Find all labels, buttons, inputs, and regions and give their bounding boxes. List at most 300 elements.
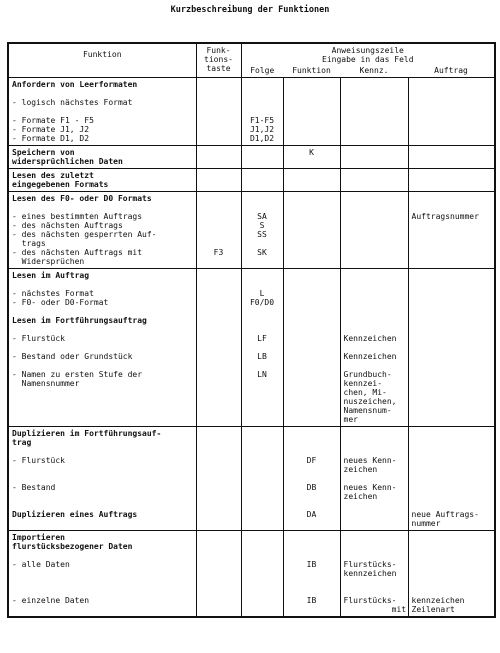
line: DF [306, 456, 317, 465]
line [412, 578, 492, 587]
line [200, 221, 238, 230]
line [287, 230, 337, 239]
line: - nächstes Format [12, 289, 94, 298]
line [200, 578, 238, 587]
line [245, 542, 280, 551]
cell-kennzeichen [340, 531, 408, 618]
line: DB [306, 483, 317, 492]
line [344, 239, 405, 248]
line [412, 230, 492, 239]
line [344, 230, 405, 239]
line [200, 438, 238, 447]
line [412, 280, 492, 289]
line [12, 447, 193, 456]
line [287, 406, 337, 415]
cell-funktion [8, 169, 196, 192]
line: Speichern von [12, 148, 75, 157]
line [287, 397, 337, 406]
line [12, 307, 193, 316]
line [287, 257, 337, 266]
line [245, 560, 280, 569]
line [412, 271, 492, 280]
line [245, 280, 280, 289]
line [344, 578, 405, 587]
cell-funktionstaste [196, 192, 241, 269]
line: - alle Daten [12, 560, 70, 569]
line: zeichen [343, 465, 378, 474]
line [245, 483, 280, 492]
line [344, 194, 405, 203]
line [344, 447, 405, 456]
line [12, 465, 193, 474]
line [287, 492, 337, 501]
line [344, 180, 405, 189]
line [12, 415, 193, 424]
line [200, 298, 238, 307]
line [245, 605, 280, 614]
line: SK [257, 248, 267, 257]
line [287, 180, 337, 189]
line [12, 107, 193, 116]
line [412, 298, 492, 307]
line [287, 578, 337, 587]
table-row [8, 269, 495, 427]
line [412, 89, 492, 98]
line: IB [306, 560, 317, 569]
line [245, 325, 280, 334]
table-row [8, 78, 495, 146]
line [245, 501, 280, 510]
line [200, 316, 238, 325]
line [287, 370, 337, 379]
line [287, 248, 337, 257]
line: zeichen [343, 492, 378, 501]
line [245, 257, 280, 266]
line: F0/D0 [249, 298, 275, 307]
line [287, 280, 337, 289]
line [200, 307, 238, 316]
line: Widersprüchen [12, 257, 85, 266]
line [245, 271, 280, 280]
line [245, 157, 280, 166]
line [200, 212, 238, 221]
line [344, 221, 405, 230]
line [287, 379, 337, 388]
line [412, 194, 492, 203]
line [344, 257, 405, 266]
line [200, 474, 238, 483]
line [12, 551, 193, 560]
line [287, 89, 337, 98]
line [287, 352, 337, 361]
line: - Flurstück [12, 456, 65, 465]
line [412, 221, 492, 230]
line [287, 212, 337, 221]
line [412, 447, 492, 456]
line [287, 134, 337, 143]
line [412, 148, 492, 157]
cell-funktion-code [283, 78, 340, 146]
line: Lesen des zuletzt [12, 171, 94, 180]
cell-auftrag [408, 531, 495, 618]
line [412, 533, 492, 542]
line [412, 107, 492, 116]
line [200, 171, 238, 180]
cell-funktionstaste [196, 427, 241, 531]
line: - eines bestimmten Auftrags [12, 212, 143, 221]
header-anweisungszeile: Anweisungszeile Eingabe in das Feld [241, 43, 495, 64]
line [287, 271, 337, 280]
line [412, 125, 492, 134]
line: DA [306, 510, 317, 519]
cell-kennzeichen [340, 269, 408, 427]
line [287, 194, 337, 203]
line [245, 587, 280, 596]
line [344, 80, 405, 89]
line [412, 474, 492, 483]
line: K [309, 148, 314, 157]
line: - Bestand [12, 483, 56, 492]
line: Namensnummer [12, 379, 80, 388]
table-row [8, 192, 495, 269]
line [200, 334, 238, 343]
line [245, 203, 280, 212]
line [12, 501, 193, 510]
line [287, 551, 337, 560]
line [287, 415, 337, 424]
line [412, 80, 492, 89]
line [412, 352, 492, 361]
line [344, 98, 405, 107]
line [412, 370, 492, 379]
line [344, 280, 405, 289]
line [200, 569, 238, 578]
line [12, 361, 193, 370]
cell-funktion-code [283, 531, 340, 618]
line [245, 307, 280, 316]
line [287, 429, 337, 438]
line [200, 587, 238, 596]
line: neues Kenn- [343, 483, 397, 492]
line [200, 180, 238, 189]
cell-funktion-code [283, 269, 340, 427]
line [344, 474, 405, 483]
line [12, 492, 193, 501]
cell-funktion-code [283, 169, 340, 192]
line: - Bestand oder Grundstück [12, 352, 133, 361]
line: kennzeichen [411, 596, 465, 605]
cell-auftrag [408, 269, 495, 427]
line [245, 194, 280, 203]
line [245, 438, 280, 447]
line [412, 542, 492, 551]
line [287, 171, 337, 180]
line [287, 316, 337, 325]
line: eingegebenen Formats [12, 180, 109, 189]
cell-funktion [8, 427, 196, 531]
line [412, 257, 492, 266]
line [412, 307, 492, 316]
line [200, 388, 238, 397]
line: Lesen im Fortführungsauftrag [12, 316, 147, 325]
line [344, 107, 405, 116]
line [412, 203, 492, 212]
line: kennzeichen [343, 569, 397, 578]
line: Flurstücks- [343, 560, 397, 569]
line [245, 519, 280, 528]
line [412, 289, 492, 298]
cell-kennzeichen [340, 146, 408, 169]
line [344, 361, 405, 370]
cell-auftrag [408, 169, 495, 192]
line [245, 447, 280, 456]
cell-funktion [8, 192, 196, 269]
line [287, 125, 337, 134]
table-row [8, 531, 495, 618]
line [200, 325, 238, 334]
cell-folge [241, 192, 283, 269]
line [245, 379, 280, 388]
line [12, 569, 193, 578]
line [245, 171, 280, 180]
line [412, 587, 492, 596]
line: widersprüchlichen Daten [12, 157, 123, 166]
line [200, 230, 238, 239]
line: SA [257, 212, 267, 221]
line [200, 510, 238, 519]
line [344, 248, 405, 257]
line [287, 80, 337, 89]
line [344, 134, 405, 143]
line: LN [257, 370, 267, 379]
line: mit [343, 605, 407, 614]
cell-funktion-code [283, 192, 340, 269]
line [245, 180, 280, 189]
line: chen, Mi- [343, 388, 387, 397]
line [200, 370, 238, 379]
line: SS [257, 230, 267, 239]
line [245, 551, 280, 560]
line [412, 180, 492, 189]
line [12, 587, 193, 596]
line [287, 343, 337, 352]
line [200, 397, 238, 406]
line [12, 343, 193, 352]
line [344, 289, 405, 298]
line [412, 116, 492, 125]
cell-funktion [8, 269, 196, 427]
line [245, 107, 280, 116]
line [412, 397, 492, 406]
cell-kennzeichen [340, 192, 408, 269]
line [245, 492, 280, 501]
cell-folge [241, 427, 283, 531]
line [200, 125, 238, 134]
line [200, 596, 238, 605]
line: LF [257, 334, 267, 343]
line: neue Auftrags- [411, 510, 479, 519]
line [245, 578, 280, 587]
line [412, 334, 492, 343]
line [412, 569, 492, 578]
line [200, 560, 238, 569]
line [412, 134, 492, 143]
line [245, 89, 280, 98]
line: Kennzeichen [343, 352, 397, 361]
line [287, 447, 337, 456]
line: - Formate F1 - F5 [12, 116, 94, 125]
functions-table [7, 42, 496, 618]
line [344, 429, 405, 438]
line [200, 271, 238, 280]
line [12, 397, 193, 406]
line [200, 542, 238, 551]
line [200, 107, 238, 116]
line [200, 551, 238, 560]
line: IB [306, 596, 317, 605]
line [200, 379, 238, 388]
line: Lesen des F0- oder D0 Formats [12, 194, 152, 203]
line [200, 406, 238, 415]
line [287, 221, 337, 230]
line [200, 501, 238, 510]
line [412, 465, 492, 474]
line [200, 492, 238, 501]
cell-folge [241, 531, 283, 618]
line [287, 474, 337, 483]
table-row [8, 146, 495, 169]
line [287, 116, 337, 125]
line [344, 510, 405, 519]
line: trag [12, 438, 32, 447]
line [12, 578, 193, 587]
line [245, 474, 280, 483]
line [344, 343, 405, 352]
line: - einzelne Daten [12, 596, 90, 605]
line [412, 98, 492, 107]
line [287, 388, 337, 397]
line [344, 271, 405, 280]
line [344, 298, 405, 307]
cell-folge [241, 169, 283, 192]
table-row [8, 427, 495, 531]
line [200, 289, 238, 298]
line [287, 239, 337, 248]
cell-auftrag [408, 78, 495, 146]
line: Duplizieren im Fortführungsauf- [12, 429, 162, 438]
line [412, 456, 492, 465]
line [344, 587, 405, 596]
line [287, 157, 337, 166]
line [287, 519, 337, 528]
line [245, 429, 280, 438]
line [245, 510, 280, 519]
line [412, 501, 492, 510]
line: nuszeichen, [343, 397, 397, 406]
cell-funktion [8, 531, 196, 618]
line [12, 406, 193, 415]
line [200, 361, 238, 370]
line [287, 465, 337, 474]
line [200, 80, 238, 89]
line [245, 361, 280, 370]
line [287, 107, 337, 116]
line [200, 415, 238, 424]
line [200, 280, 238, 289]
line [344, 501, 405, 510]
line: - Formate J1, J2 [12, 125, 90, 134]
line [200, 483, 238, 492]
line [412, 388, 492, 397]
line [412, 429, 492, 438]
line [200, 239, 238, 248]
line: LB [257, 352, 267, 361]
line [200, 157, 238, 166]
line: kennzei- [343, 379, 383, 388]
cell-funktion-code [283, 427, 340, 531]
line [287, 501, 337, 510]
line [200, 343, 238, 352]
line: Kennzeichen [343, 334, 397, 343]
cell-auftrag [408, 427, 495, 531]
line [245, 456, 280, 465]
line [344, 533, 405, 542]
line [12, 474, 193, 483]
line: Zeilenart [411, 605, 455, 614]
line [287, 307, 337, 316]
line [200, 519, 238, 528]
line [12, 388, 193, 397]
line: - Namen zu ersten Stufe der [12, 370, 143, 379]
line: Anfordern von Leerformaten [12, 80, 138, 89]
line: Lesen im Auftrag [12, 271, 90, 280]
line [344, 519, 405, 528]
line [412, 483, 492, 492]
header-funktion-sub: Funktion [283, 64, 340, 78]
line [412, 325, 492, 334]
line: trags [12, 239, 46, 248]
line: F3 [213, 248, 224, 257]
line [245, 533, 280, 542]
line [287, 98, 337, 107]
line [287, 438, 337, 447]
cell-funktionstaste [196, 269, 241, 427]
cell-folge [241, 269, 283, 427]
line [412, 415, 492, 424]
line [412, 492, 492, 501]
line [12, 605, 193, 614]
line [245, 465, 280, 474]
line [200, 533, 238, 542]
cell-funktionstaste [196, 78, 241, 146]
line: flurstücksbezogener Daten [12, 542, 133, 551]
line [245, 148, 280, 157]
line [12, 325, 193, 334]
line [245, 596, 280, 605]
line: - F0- oder D0-Format [12, 298, 109, 307]
line [287, 289, 337, 298]
line [287, 203, 337, 212]
line [287, 542, 337, 551]
line: - des nächsten Auftrags mit [12, 248, 143, 257]
line [344, 171, 405, 180]
line [412, 438, 492, 447]
line: Duplizieren eines Auftrags [12, 510, 138, 519]
line [245, 316, 280, 325]
line [412, 239, 492, 248]
line: Importieren [12, 533, 65, 542]
line [344, 148, 405, 157]
